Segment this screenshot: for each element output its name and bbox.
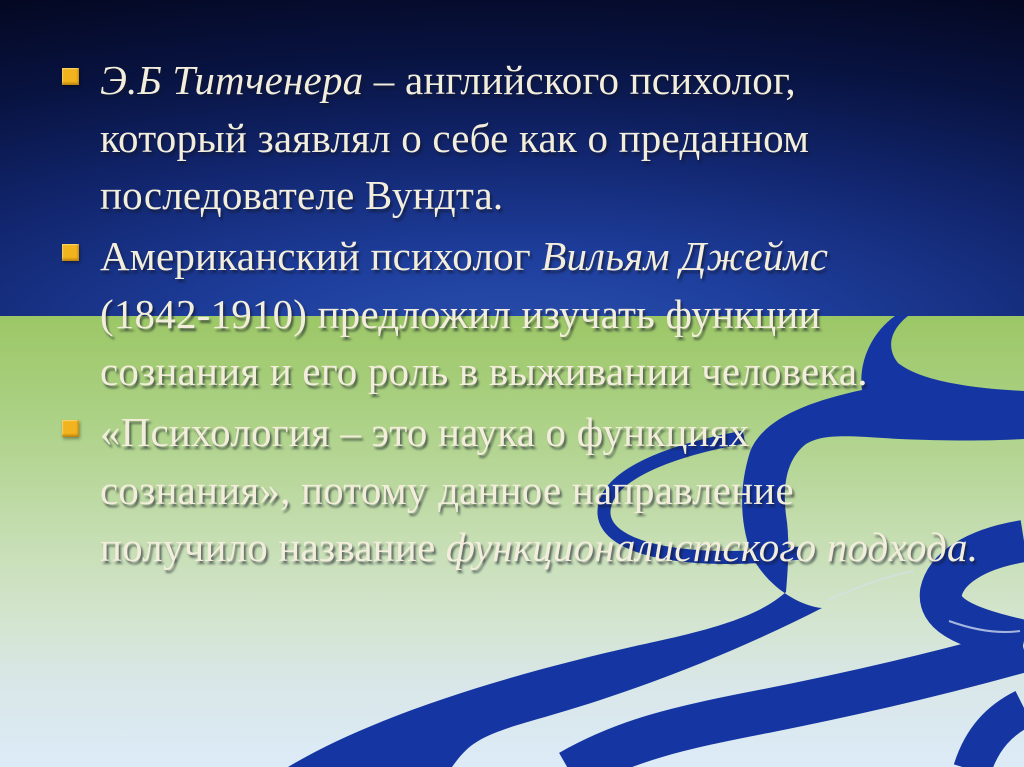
text-run: Вильям Джеймс	[541, 233, 829, 279]
text-run: Американский психолог	[100, 233, 542, 279]
text-run: сознания», потому данное направление	[100, 466, 794, 513]
bullet-line	[100, 404, 978, 462]
bullet-item	[62, 228, 994, 401]
bullet-line	[100, 167, 809, 225]
text-run: функционалистского подхода.	[445, 524, 979, 570]
bullet-line	[100, 462, 978, 520]
text-run: последователе Вундта.	[100, 172, 504, 218]
text-run: получило название	[100, 524, 446, 570]
bullet-lines	[100, 404, 978, 577]
bullet-lines	[100, 228, 868, 401]
bullet-marker-icon	[62, 68, 79, 85]
bullet-line	[100, 286, 868, 344]
bullet-item	[62, 52, 994, 225]
text-run: «Психология – это наука о функциях	[100, 409, 750, 455]
bullet-marker-icon	[62, 244, 79, 261]
text-run: (1842-1910) предложил изучать функции	[100, 290, 821, 337]
text-run: Э.Б Титченера	[100, 57, 364, 103]
bullet-line	[100, 519, 978, 577]
bullet-marker-icon	[62, 420, 79, 437]
bullet-item	[62, 404, 994, 577]
text-run: который заявлял о себе как о преданном	[100, 114, 810, 161]
text-run: сознания и его роль в выживании человека.	[100, 348, 868, 394]
bullet-line	[100, 228, 868, 286]
bullet-lines	[100, 52, 809, 225]
bullet-line	[100, 52, 809, 110]
bullet-line	[100, 343, 868, 401]
bullet-line	[100, 110, 809, 168]
text-run: – английского психолог,	[363, 57, 796, 103]
